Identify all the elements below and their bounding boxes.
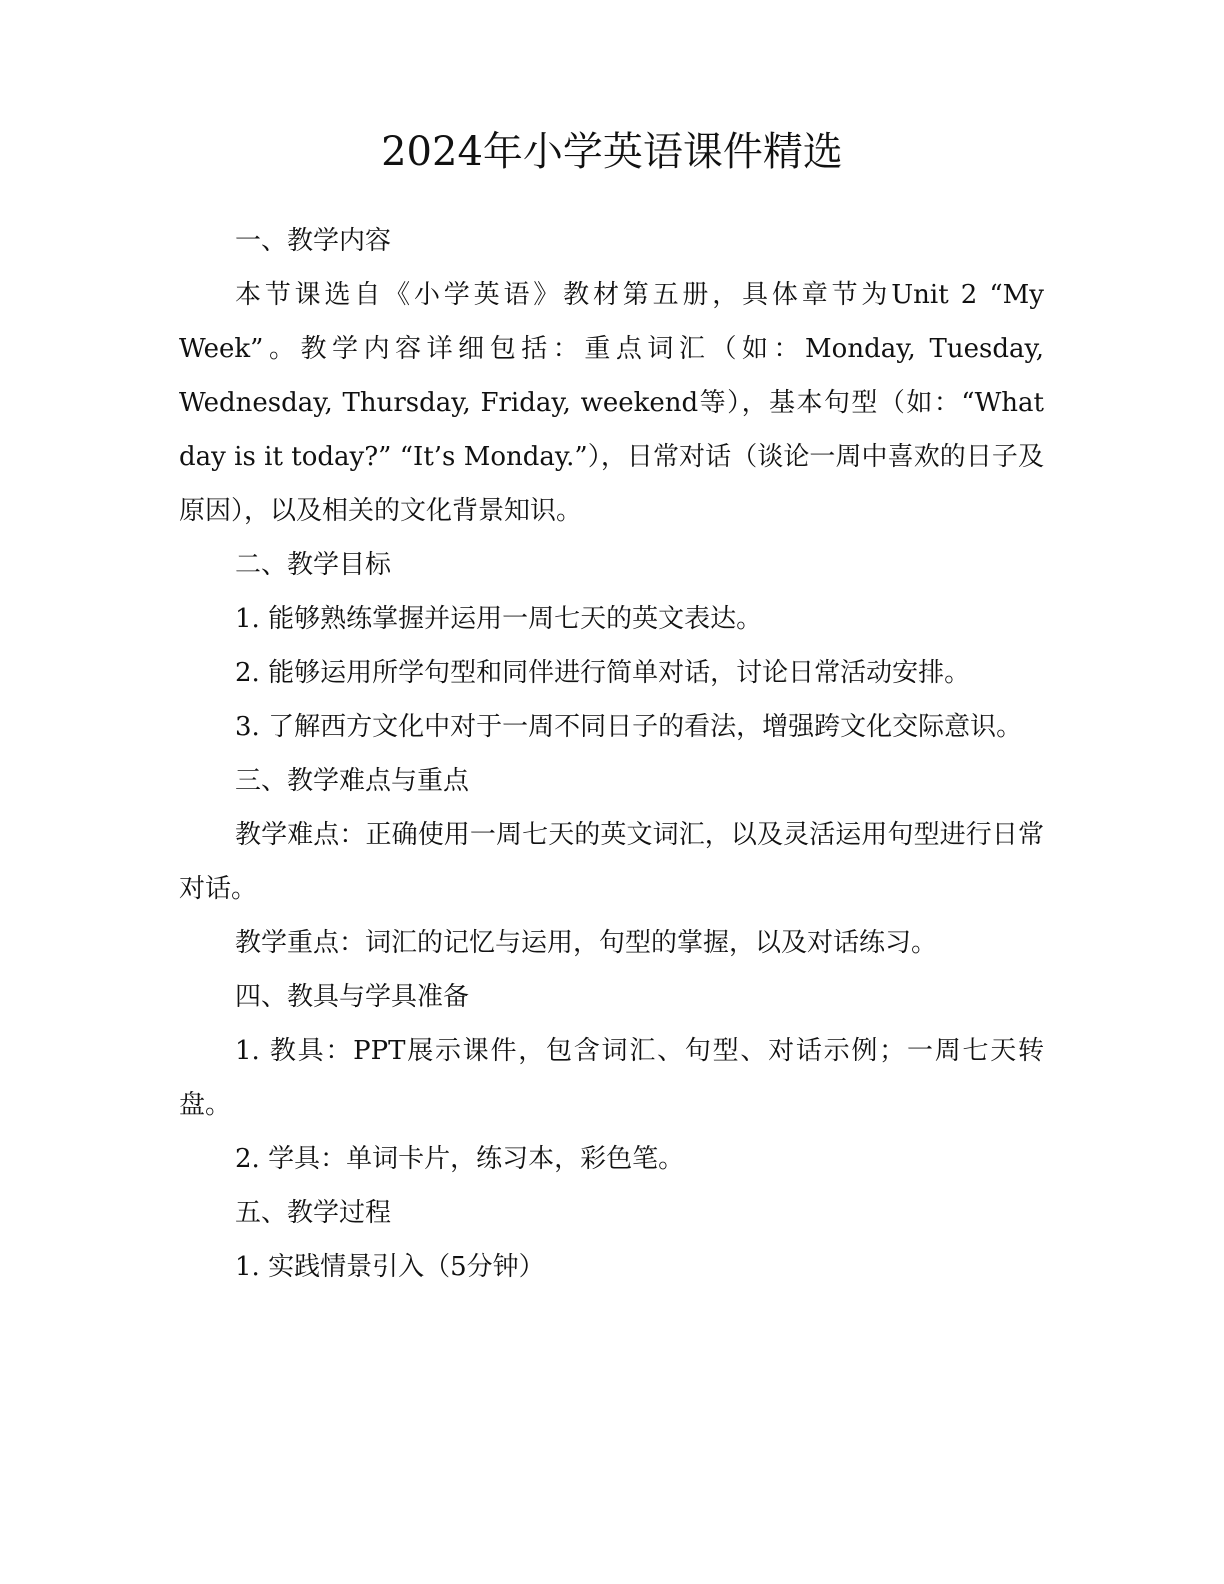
section-heading-materials: 四、教具与学具准备	[235, 982, 470, 1012]
section-heading-objectives: 二、教学目标	[235, 550, 392, 580]
section-heading-process: 五、教学过程	[235, 1198, 392, 1228]
material-item-1: 1. 教具：PPT展示课件，包含词汇、句型、对话示例；一周七天转盘。	[179, 1036, 1044, 1120]
process-item-1: 1. 实践情景引入（5分钟）	[235, 1252, 545, 1282]
material-item-2: 2. 学具：单词卡片，练习本，彩色笔。	[235, 1144, 685, 1174]
objective-item-1: 1. 能够熟练掌握并运用一周七天的英文表达。	[235, 604, 763, 634]
section-heading-content: 一、教学内容	[235, 226, 392, 256]
objective-item-2: 2. 能够运用所学句型和同伴进行简单对话，讨论日常活动安排。	[235, 658, 971, 688]
difficulty-paragraph: 教学难点：正确使用一周七天的英文词汇，以及灵活运用句型进行日常对话。	[179, 820, 1044, 904]
document-body	[179, 214, 1044, 1294]
content-paragraph: 本节课选自《小学英语》教材第五册，具体章节为Unit 2 “My Week”。教学内容详细包括：重点词汇（如：Monday, Tuesday, Wednesday, Thursday, Friday, weekend等），基本句型（如：“What day is it today?” “It’s Monday.”），日常对话（谈论一周中喜欢的日子及原因），以及相关的文化背景知识。	[179, 280, 1044, 526]
document-title: 2024年小学英语课件精选	[381, 129, 843, 175]
objective-item-3: 3. 了解西方文化中对于一周不同日子的看法，增强跨文化交际意识。	[235, 712, 1023, 742]
section-heading-difficulties: 三、教学难点与重点	[235, 766, 470, 796]
key-point-paragraph: 教学重点：词汇的记忆与运用，句型的掌握，以及对话练习。	[235, 928, 938, 958]
